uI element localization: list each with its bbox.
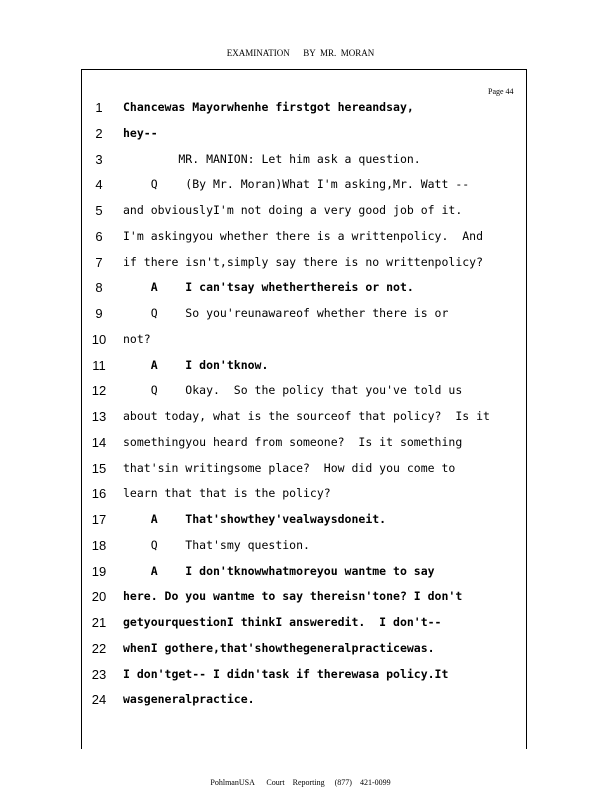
- transcript-line: [0, 409, 601, 435]
- transcript-line: [0, 152, 601, 178]
- line-text: getyourquestionI thinkI answeredit. I don't--: [123, 615, 442, 629]
- transcript-line: [0, 641, 601, 667]
- line-number: 22: [91, 640, 107, 656]
- line-text: if there isn't,simply say there is no writtenpolicy?: [123, 254, 484, 269]
- line-number: 19: [91, 563, 107, 579]
- transcript-line: [0, 667, 601, 693]
- transcript-line: [0, 435, 601, 461]
- transcript-line: [0, 461, 601, 487]
- line-text: and obviouslyI'm not doing a very good job of it.: [123, 203, 463, 217]
- transcript-line: [0, 358, 601, 384]
- line-text: Q (By Mr. Moran)What I'm asking,Mr. Watt --: [123, 177, 470, 192]
- line-text: not?: [123, 331, 151, 346]
- transcript-line: [0, 177, 601, 203]
- transcript-line: [0, 255, 601, 281]
- transcript-line: [0, 100, 601, 126]
- transcript-line: [0, 615, 601, 641]
- line-text: somethingyou heard from someone? Is it something: [123, 434, 463, 449]
- line-text: MR. MANION: Let him ask a question.: [123, 151, 421, 166]
- line-text: Chancewas Mayorwhenhe firstgot hereandsay,: [123, 100, 414, 114]
- line-text: about today, what is the sourceof that policy? Is it: [123, 409, 490, 423]
- transcript-line: [0, 383, 601, 409]
- line-number: 12: [91, 383, 107, 399]
- transcript-line: [0, 126, 601, 152]
- transcript-line: [0, 486, 601, 512]
- page-header: EXAMINATION BY MR. MORAN: [226, 48, 375, 58]
- transcript-line: [0, 589, 601, 615]
- line-text: Q Okay. So the policy that you've told us: [123, 383, 463, 398]
- line-number: 5: [95, 203, 103, 218]
- line-number: 13: [91, 409, 107, 424]
- line-text: that'sin writingsome place? How did you come to: [123, 460, 456, 475]
- line-text: A I can'tsay whetherthereis or not.: [123, 280, 414, 295]
- line-text: Q So you'reunawareof whether there is or: [123, 306, 449, 320]
- transcript-line: [0, 229, 601, 255]
- line-number: 24: [91, 692, 107, 708]
- line-number: 8: [95, 280, 103, 296]
- line-number: 9: [95, 306, 103, 321]
- line-text: A I don'tknowwhatmoreyou wantme to say: [123, 563, 435, 578]
- line-number: 16: [91, 486, 107, 502]
- line-number: 4: [95, 177, 103, 193]
- transcript-line: [0, 538, 601, 564]
- transcript-line: [0, 306, 601, 332]
- line-number: 23: [91, 666, 107, 682]
- transcript-line: [0, 512, 601, 538]
- line-number: 10: [91, 331, 107, 347]
- line-text: A That'showthey'vealwaysdoneit.: [123, 512, 387, 526]
- line-text: here. Do you wantme to say thereisn'tone? I don't: [123, 589, 463, 604]
- line-number: 3: [95, 151, 103, 167]
- line-text: wasgeneralpractice.: [123, 692, 255, 707]
- line-number: 14: [91, 434, 107, 450]
- transcript-line: [0, 332, 601, 358]
- line-number: 1: [95, 100, 103, 115]
- page-footer: PohlmanUSA Court Reporting (877) 421-0099: [210, 778, 391, 787]
- line-text: whenI gothere,that'showthegeneralpracticewas.: [123, 640, 435, 655]
- transcript-line: [0, 564, 601, 590]
- transcript-line: [0, 203, 601, 229]
- line-number: 20: [91, 589, 107, 605]
- line-text: Q That'smy question.: [123, 537, 310, 552]
- transcript-line: [0, 692, 601, 718]
- line-number: 2: [95, 125, 103, 141]
- line-number: 7: [95, 254, 103, 270]
- line-number: 21: [91, 615, 107, 630]
- line-text: learn that that is the policy?: [123, 486, 331, 501]
- line-number: 11: [92, 357, 106, 373]
- line-number: 17: [91, 512, 107, 527]
- page-number: Page 44: [488, 87, 514, 96]
- line-text: A I don'tknow.: [123, 357, 269, 372]
- line-number: 6: [95, 228, 103, 244]
- transcript-line: [0, 280, 601, 306]
- line-text: I'm askingyou whether there is a writtenpolicy. And: [123, 228, 484, 243]
- line-number: 15: [91, 460, 107, 476]
- line-number: 18: [91, 537, 107, 553]
- line-text: hey--: [123, 125, 158, 140]
- line-text: I don'tget-- I didn'task if therewasa policy.It: [123, 666, 449, 681]
